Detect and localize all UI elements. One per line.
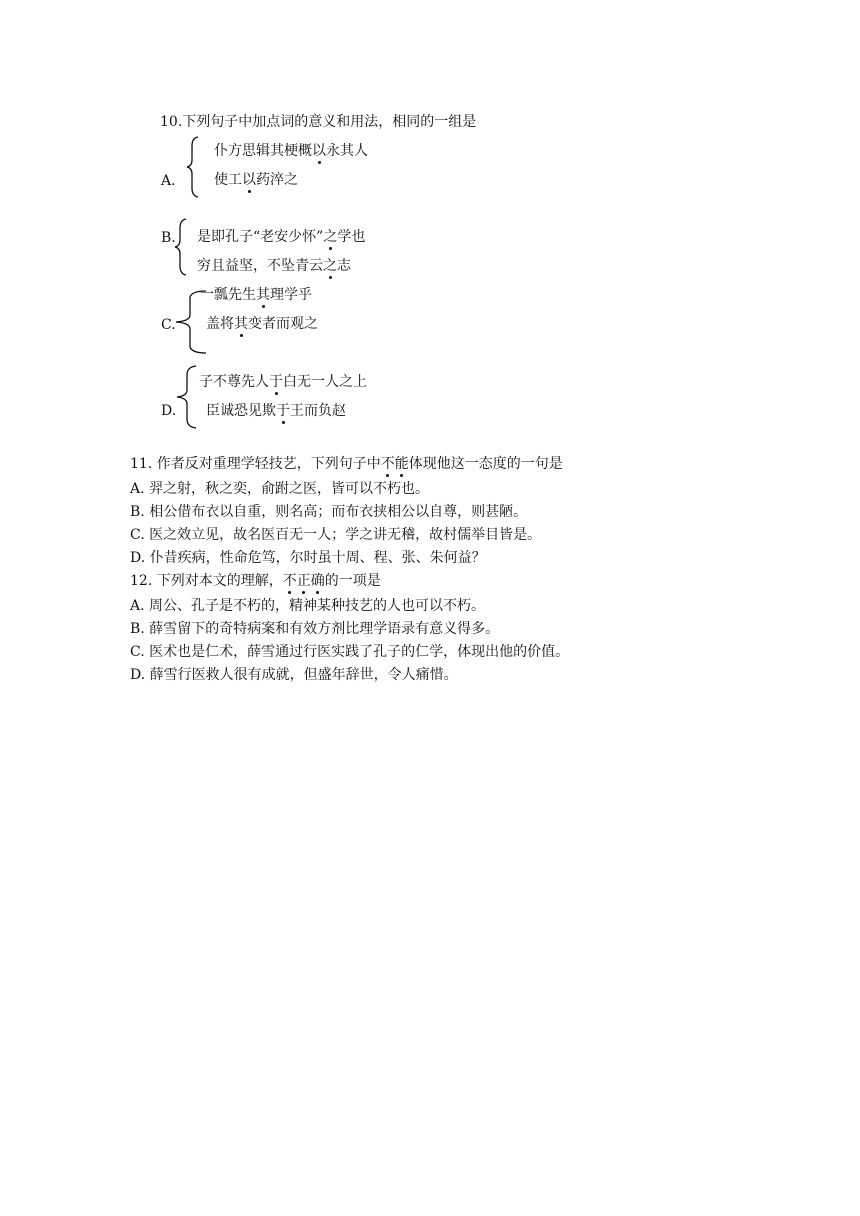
emphasis-dot-word: 于 — [276, 403, 290, 419]
emphasis-dot-word: 能 — [394, 456, 409, 472]
q10-option-a-line2: 使工以药淬之 — [214, 172, 298, 188]
q10-option-c-line2: 盖将其变者而观之 — [206, 316, 318, 332]
q12-option-b: B. 薛雪留下的奇特病案和有效方剂比理学语录有意义得多。 — [130, 621, 500, 637]
brace-icon — [174, 218, 190, 276]
q10-option-c-line1: 一瓢先生其理学乎 — [200, 287, 312, 303]
q10-stem: 10.下列句子中加点词的意义和用法，相同的一组是 — [160, 114, 477, 130]
q11-option-a: A. 羿之射，秋之奕，俞跗之医，皆可以不朽也。 — [130, 481, 430, 497]
q12-stem: 12. 下列对本文的理解，不正确的一项是 — [130, 573, 381, 589]
emphasis-dot-word: 其 — [234, 316, 248, 332]
q10-option-b-letter: B. — [161, 230, 176, 246]
emphasis-dot-word: 之 — [323, 229, 338, 245]
q10-option-b-line1: 是即孔子“老安少怀”之学也 — [197, 229, 366, 245]
q11-option-d: D. 仆昔疾病，性命危笃，尔时虽十周、程、张、朱何益？ — [130, 550, 486, 566]
emphasis-dot-word: 于 — [269, 374, 283, 390]
emphasis-dot-word: 不 — [380, 456, 395, 472]
q12-option-c: C. 医术也是仁术，薛雪通过行医实践了孔子的仁学，体现出他的价值。 — [130, 644, 570, 660]
q10-option-d-line1: 子不尊先人于白无一人之上 — [199, 374, 367, 390]
q11-option-c: C. 医之效立见，故名医百无一人；学之讲无稽，故村儒举目皆是。 — [130, 527, 542, 543]
q10-option-b-line2: 穷且益坚，不坠青云之志 — [197, 258, 351, 274]
q10-option-a-line1: 仆方思辑其梗概以永其人 — [214, 143, 368, 159]
emphasis-dot-word: 正 — [296, 573, 311, 589]
emphasis-dot-word: 之 — [323, 258, 337, 274]
q12-option-d: D. 薛雪行医救人很有成就，但盛年辞世，令人痛惜。 — [130, 667, 458, 683]
brace-icon — [186, 136, 202, 198]
emphasis-dot-word: 以 — [242, 172, 256, 188]
emphasis-dot-word: 其 — [256, 287, 270, 303]
q10-option-a-letter: A. — [161, 173, 176, 189]
q10-option-c-letter: C. — [161, 317, 176, 333]
brace-icon — [176, 365, 198, 429]
q11-option-b: B. 相公借布衣以自重，则名高；而布衣挟相公以自尊，则甚陋。 — [130, 504, 528, 520]
q10-option-d-letter: D. — [161, 403, 177, 419]
emphasis-dot-word: 不 — [282, 573, 297, 589]
emphasis-dot-word: 确 — [310, 573, 325, 589]
q10-option-d-line2: 臣诚恐见欺于王而负赵 — [206, 403, 346, 419]
q11-stem: 11. 作者反对重理学轻技艺，下列句子中不能体现他这一态度的一句是 — [130, 456, 563, 472]
q12-option-a: A. 周公、孔子是不朽的，精神某种技艺的人也可以不朽。 — [130, 598, 486, 614]
emphasis-dot-word: 以 — [312, 143, 326, 159]
